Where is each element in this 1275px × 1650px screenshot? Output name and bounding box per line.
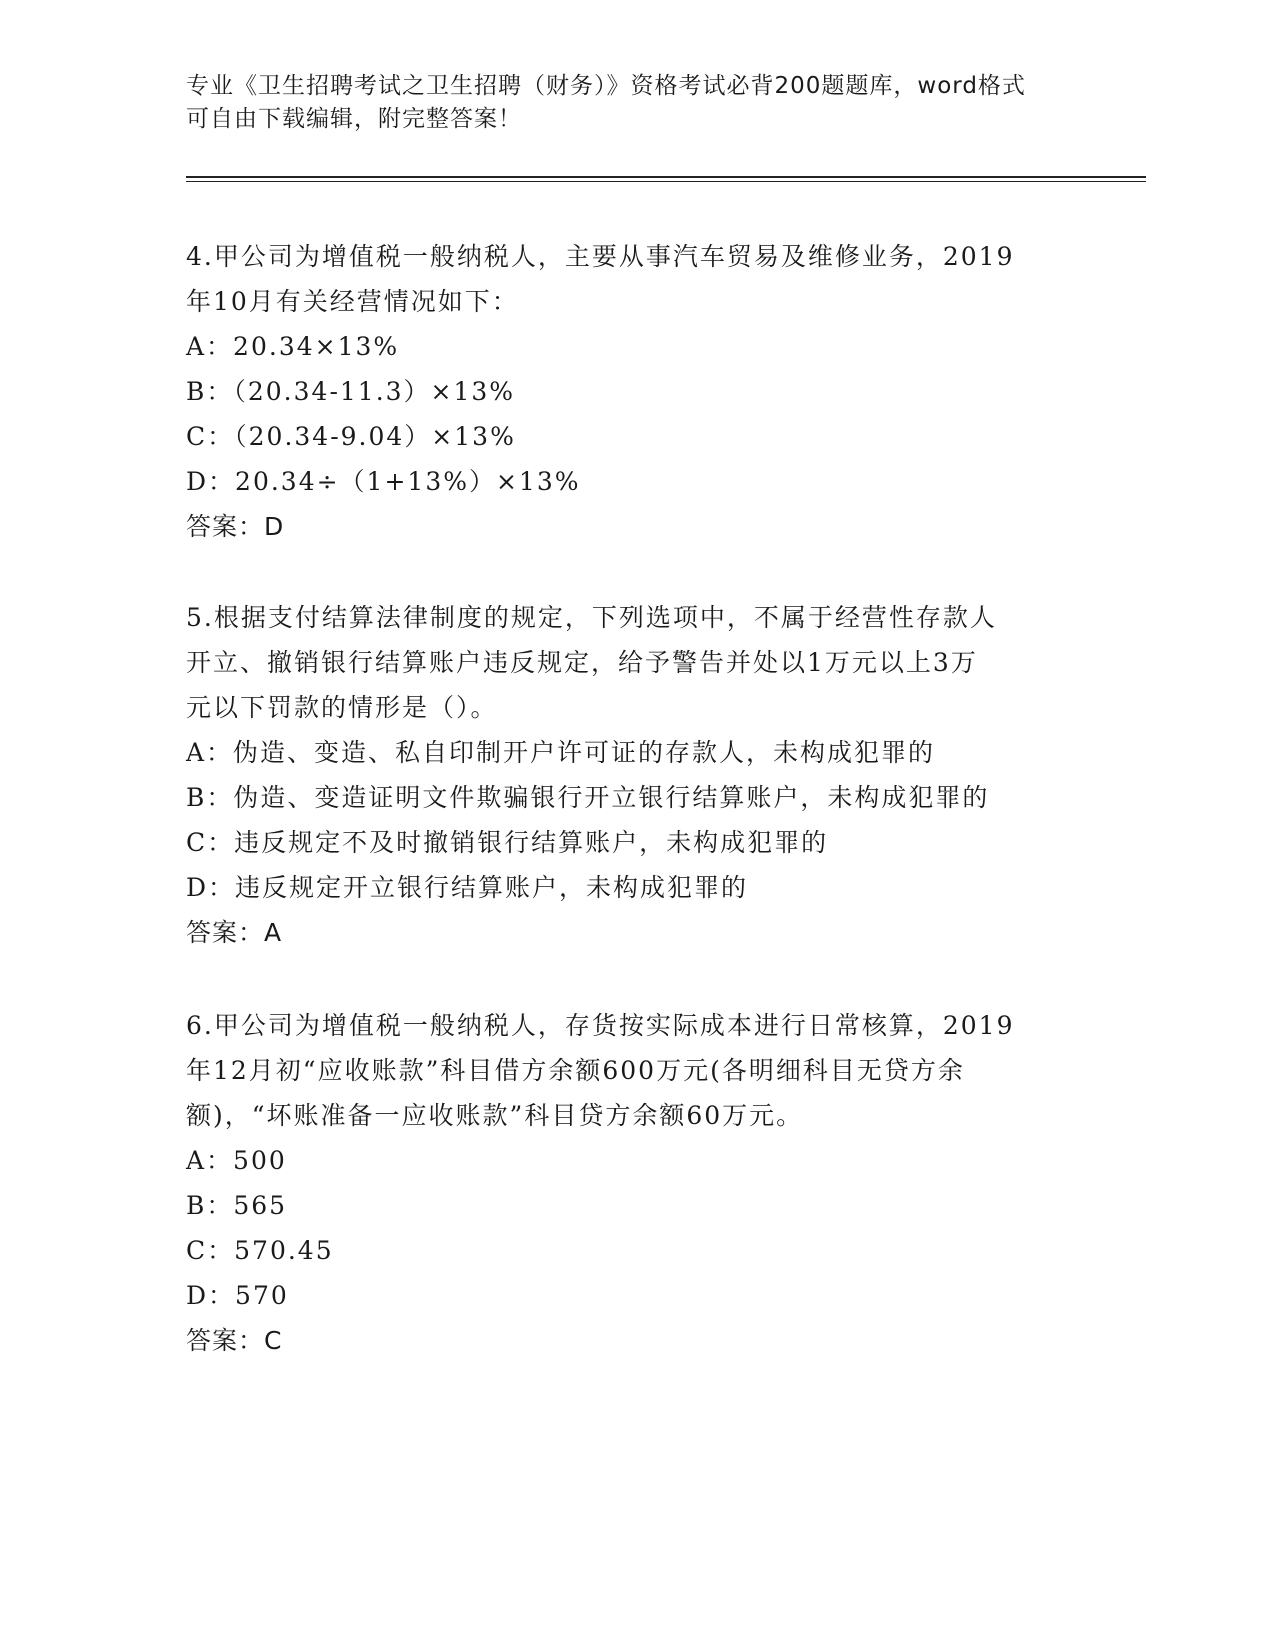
- answer-label: 答案：D: [186, 512, 285, 541]
- question-text-line: 开立、撤销银行结算账户违反规定，给予警告并处以1万元以上3万: [186, 648, 978, 677]
- answer-label: 答案：A: [186, 918, 283, 947]
- answer-label: 答案：C: [186, 1326, 283, 1355]
- question-text-line: 元以下罚款的情形是（）。: [186, 693, 498, 722]
- header-line-1: 专业《卫生招聘考试之卫生招聘（财务）》资格考试必背200题题库，word格式: [186, 73, 1026, 99]
- option-c: C：违反规定不及时撤销银行结算账户，未构成犯罪的: [186, 828, 829, 857]
- option-b: B：565: [186, 1191, 288, 1220]
- question-5: [186, 595, 1066, 955]
- header-line-2: 可自由下载编辑，附完整答案！: [186, 106, 522, 132]
- question-text-line: 4.甲公司为增值税一般纳税人，主要从事汽车贸易及维修业务，2019: [186, 242, 1015, 271]
- option-a: A：500: [186, 1146, 287, 1175]
- question-text-line: 5.根据支付结算法律制度的规定，下列选项中，不属于经营性存款人: [186, 603, 997, 632]
- question-text-line: 年10月有关经营情况如下：: [186, 287, 519, 316]
- option-c: C：570.45: [186, 1236, 334, 1265]
- option-b: B：伪造、变造证明文件欺骗银行开立银行结算账户，未构成犯罪的: [186, 783, 990, 812]
- option-d: D：违反规定开立银行结算账户，未构成犯罪的: [186, 873, 749, 902]
- question-text-line: 年12月初“应收账款”科目借方余额600万元(各明细科目无贷方余: [186, 1056, 965, 1085]
- option-c: C：（20.34-9.04）×13%: [186, 422, 516, 451]
- option-a: A：20.34×13%: [186, 332, 400, 361]
- header-divider-thin: [186, 181, 1146, 182]
- question-text-line: 6.甲公司为增值税一般纳税人，存货按实际成本进行日常核算，2019: [186, 1011, 1015, 1040]
- question-6: [186, 1003, 1066, 1363]
- question-4: [186, 234, 1066, 549]
- option-a: A：伪造、变造、私自印制开户许可证的存款人，未构成犯罪的: [186, 738, 936, 767]
- option-d: D：20.34÷（1+13%）×13%: [186, 467, 581, 496]
- document-header: [186, 70, 1086, 136]
- option-d: D：570: [186, 1281, 289, 1310]
- header-divider-thick: [186, 176, 1146, 178]
- option-b: B：（20.34-11.3）×13%: [186, 377, 516, 406]
- question-text-line: 额)，“坏账准备一应收账款”科目贷方余额60万元。: [186, 1101, 804, 1130]
